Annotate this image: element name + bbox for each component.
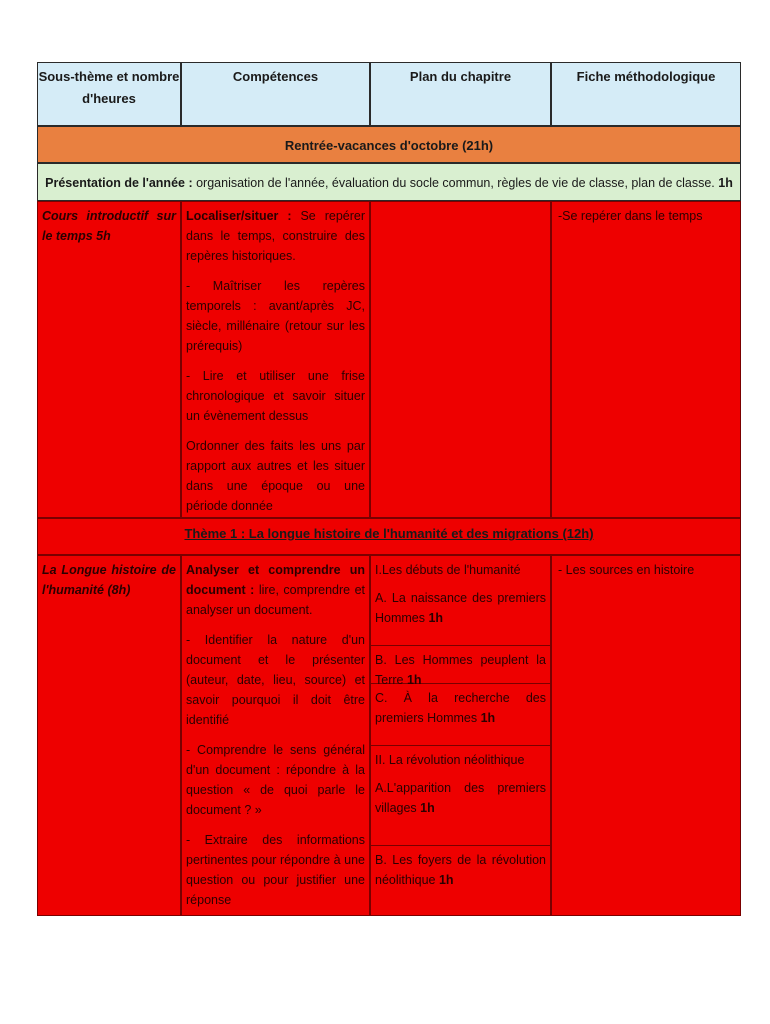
intro-comp-title-rest: Se repérer dans le temps, construire des repères historiques.	[186, 209, 365, 263]
plan-part-2b	[371, 846, 550, 896]
presentation-hours: 1h	[718, 176, 733, 190]
header-plan: Plan du chapitre	[370, 62, 551, 126]
humanity-method: - Les sources en histoire	[551, 555, 741, 916]
period-band: Rentrée-vacances d'octobre (21h)	[37, 126, 741, 163]
humanity-comp-item: - Extraire des informations pertinentes pour répondre à une question ou pour justifier une réponse	[186, 833, 365, 907]
header-subtheme: Sous-thème et nombre d'heures	[37, 62, 181, 126]
theme1-title: Thème 1 : La longue histoire de l'humanité et des migrations (12h)	[184, 526, 594, 541]
plan-part-2a	[371, 746, 550, 846]
intro-comp-item: Ordonner des faits les uns par rapport aux autres et les situer dans une époque ou une période donnée	[186, 439, 365, 513]
plan-item-1a-hours: 1h	[428, 611, 444, 625]
plan-item-2a-hours: 1h	[420, 801, 435, 815]
presentation-label: Présentation de l'année :	[45, 176, 193, 190]
plan-item-1b-hours: 1h	[406, 673, 422, 687]
humanity-plan	[370, 555, 551, 916]
plan-part-1b	[371, 646, 550, 687]
section-intro-row	[37, 201, 741, 518]
plan-part-1a	[371, 556, 550, 646]
intro-comp-title: Localiser/situer :	[186, 209, 292, 223]
section-humanity-row	[37, 555, 741, 916]
plan-part-2-title: II. La révolution néolithique	[375, 753, 525, 767]
header-row	[37, 62, 741, 126]
theme1-band	[37, 518, 741, 555]
plan-item-2b: B. Les foyers de la révolution néolithique	[375, 853, 546, 887]
humanity-comp-title-rest: lire, comprendre et analyser un document.	[186, 583, 366, 617]
plan-item-1a: A. La naissance des premiers Hommes	[375, 591, 546, 625]
intro-comp-item: - Maîtriser les repères temporels : avant/après JC, siècle, millénaire (retour sur les prérequis)	[186, 279, 365, 353]
humanity-comp-title: Analyser et comprendre un document :	[186, 563, 365, 597]
plan-item-1b: B. Les Hommes peuplent la Terre	[375, 653, 546, 687]
program-table	[37, 62, 741, 916]
plan-item-1c: C. À la recherche des premiers Hommes	[375, 691, 546, 725]
presentation-band	[37, 163, 741, 201]
intro-plan	[370, 201, 551, 518]
intro-comp-item: - Lire et utiliser une frise chronologique et savoir situer un évènement dessus	[186, 369, 365, 423]
humanity-subtheme: La Longue histoire de l'humanité (8h)	[37, 555, 181, 916]
intro-subtheme: Cours introductif sur le temps 5h	[37, 201, 181, 518]
plan-item-2b-hours: 1h	[438, 873, 454, 887]
intro-competences	[181, 201, 370, 518]
plan-part-1c	[371, 684, 550, 746]
presentation-text: organisation de l'année, évaluation du socle commun, règles de vie de classe, plan de classe.	[192, 176, 719, 190]
plan-part-1-title: I.Les débuts de l'humanité	[375, 563, 521, 577]
humanity-comp-item: - Identifier la nature d'un document et le présenter (auteur, date, lieu, source) et savoir pourquoi il doit être identifié	[186, 633, 365, 727]
plan-item-2a: A.L'apparition des premiers villages	[375, 781, 546, 815]
header-competences: Compétences	[181, 62, 370, 126]
humanity-competences	[181, 555, 370, 916]
intro-method: -Se repérer dans le temps	[551, 201, 741, 518]
header-method: Fiche méthodologique	[551, 62, 741, 126]
plan-item-1c-hours: 1h	[480, 711, 496, 725]
humanity-comp-item: - Comprendre le sens général d'un document : répondre à la question « de quoi parle le document ? »	[186, 743, 365, 817]
